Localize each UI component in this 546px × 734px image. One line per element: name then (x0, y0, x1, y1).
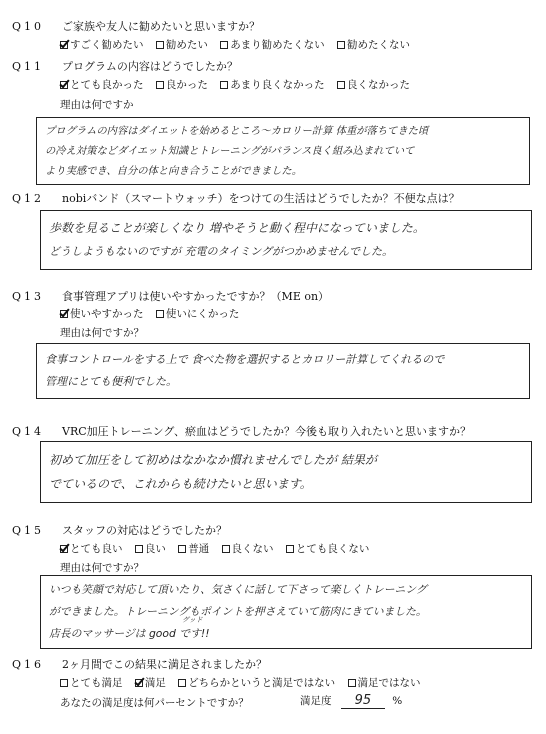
answer-line: 食事コントロールをする上で 食べた物を選択するとカロリー計算してくれるので (45, 353, 445, 366)
option-q11-0[interactable]: とても良かった (60, 77, 144, 92)
answer-line: 店長のマッサージは good です!! (49, 627, 210, 640)
option-q16-2[interactable]: どちらかというと満足ではない (178, 675, 335, 690)
answer-line: の冷え対策などダイエット知識とトレーニングがバランス良く組み込まれていて (45, 145, 415, 157)
option-q11-3[interactable]: 良くなかった (337, 77, 410, 92)
option-q11-1[interactable]: 良かった (156, 77, 208, 92)
option-q10-2[interactable]: あまり勧めたくない (220, 37, 325, 52)
question-number: Q10 (12, 20, 45, 33)
checkbox-icon[interactable] (60, 41, 68, 49)
question-q13 (12, 288, 329, 304)
option-q11-2[interactable]: あまり良くなかった (220, 77, 325, 92)
question-text: ご家族や友人に勧めたいと思いますか？ (62, 20, 260, 33)
answer-line: 管理にとても便利でした。 (45, 375, 177, 388)
satisfaction-field[interactable] (300, 693, 402, 709)
answer-box-q12[interactable] (40, 210, 532, 270)
answer-box-q14[interactable] (40, 441, 532, 503)
question-number: Q13 (12, 290, 45, 303)
question-text: VRC加圧トレーニング、瘀血はどうでしたか？今後も取り入れたいと思いますか？ (62, 425, 471, 438)
question-q11 (12, 58, 238, 74)
option-q16-3[interactable]: 満足ではない (348, 675, 421, 690)
answer-box-q13[interactable] (36, 343, 530, 399)
percent-question: あなたの満足度は何パーセントですか？ (60, 697, 249, 709)
option-q15-2[interactable]: 普通 (178, 541, 209, 556)
question-text: プログラムの内容はどうでしたか？ (62, 60, 238, 73)
option-q15-1[interactable]: 良い (135, 541, 166, 556)
checkbox-icon[interactable] (178, 679, 186, 687)
options-q15 (60, 541, 378, 556)
option-q15-3[interactable]: 良くない (222, 541, 274, 556)
question-number: Q14 (12, 425, 45, 438)
answer-line: 初めて加圧をして初めはなかなか慣れませんでしたが 結果が (49, 453, 377, 467)
checkbox-icon[interactable] (156, 310, 164, 318)
handwritten-annotation: グッド (182, 616, 203, 624)
answer-line: でているので、これからも続けたいと思います。 (49, 477, 312, 491)
checkbox-icon[interactable] (60, 310, 68, 318)
checkbox-icon[interactable] (348, 679, 356, 687)
answer-box-q11[interactable] (36, 117, 530, 185)
option-q13-1[interactable]: 使いにくかった (156, 306, 240, 321)
checkbox-icon[interactable] (156, 81, 164, 89)
option-q16-1[interactable]: 満足 (135, 675, 166, 690)
satisfaction-unit: % (392, 695, 403, 707)
option-q15-4[interactable]: とても良くない (286, 541, 370, 556)
checkbox-icon[interactable] (337, 41, 345, 49)
option-q13-0[interactable]: 使いやすかった (60, 306, 144, 321)
checkbox-icon[interactable] (178, 545, 186, 553)
option-q10-0[interactable]: すごく勧めたい (60, 37, 144, 52)
question-number: Q12 (12, 192, 45, 205)
options-q13 (60, 306, 248, 321)
question-number: Q11 (12, 60, 45, 73)
answer-box-q15[interactable] (40, 575, 532, 649)
reason-label: 理由は何ですか？ (60, 562, 144, 574)
checkbox-icon[interactable] (222, 545, 230, 553)
reason-label: 理由は何ですか (60, 99, 134, 111)
checkbox-icon[interactable] (156, 41, 164, 49)
question-text: スタッフの対応はどうでしたか？ (62, 524, 227, 537)
answer-line: より実感でき、自分の体と向き合うことができました。 (45, 165, 303, 177)
answer-line: ができました。トレーニングもポイントを押さえていて筋肉にきていました。 (49, 605, 427, 618)
checkbox-icon[interactable] (60, 679, 68, 687)
satisfaction-value[interactable]: 95 (341, 693, 385, 709)
answer-line: いつも笑顔で対応して頂いたり、気さくに話して下さって楽しくトレーニング (49, 583, 427, 596)
answer-line: プログラムの内容はダイエットを始めるところ〜カロリー計算 体重が落ちてきた頃 (45, 125, 429, 137)
question-q14 (12, 423, 471, 439)
answer-line: 歩数を見ることが楽しくなり 増やそうと動く程中になっていました。 (49, 221, 425, 235)
options-q11 (60, 77, 419, 92)
question-text: 食事管理アプリは使いやすかったですか？（ME on） (62, 290, 330, 303)
options-q16 (60, 675, 430, 690)
option-q10-1[interactable]: 勧めたい (156, 37, 208, 52)
checkbox-icon[interactable] (220, 81, 228, 89)
checkbox-icon[interactable] (220, 41, 228, 49)
checkbox-icon[interactable] (135, 545, 143, 553)
question-q15 (12, 522, 227, 538)
question-number: Q15 (12, 524, 45, 537)
option-q15-0[interactable]: とても良い (60, 541, 123, 556)
reason-label: 理由は何ですか？ (60, 327, 144, 339)
question-q16 (12, 656, 267, 672)
question-q10 (12, 18, 260, 34)
question-number: Q16 (12, 658, 45, 671)
option-q16-0[interactable]: とても満足 (60, 675, 123, 690)
checkbox-icon[interactable] (135, 679, 143, 687)
checkbox-icon[interactable] (286, 545, 294, 553)
answer-line: どうしようもないのですが 充電のタイミングがつかめませんでした。 (49, 245, 394, 258)
checkbox-icon[interactable] (60, 81, 68, 89)
checkbox-icon[interactable] (60, 545, 68, 553)
satisfaction-label: 満足度 (300, 695, 332, 707)
question-text: 2ヶ月間でこの結果に満足されましたか？ (62, 658, 267, 671)
question-q12 (12, 190, 460, 206)
options-q10 (60, 37, 419, 52)
question-text: nobiバンド（スマートウォッチ）をつけての生活はどうでしたか？不便な点は？ (62, 192, 460, 205)
option-q10-3[interactable]: 勧めたくない (337, 37, 410, 52)
checkbox-icon[interactable] (337, 81, 345, 89)
